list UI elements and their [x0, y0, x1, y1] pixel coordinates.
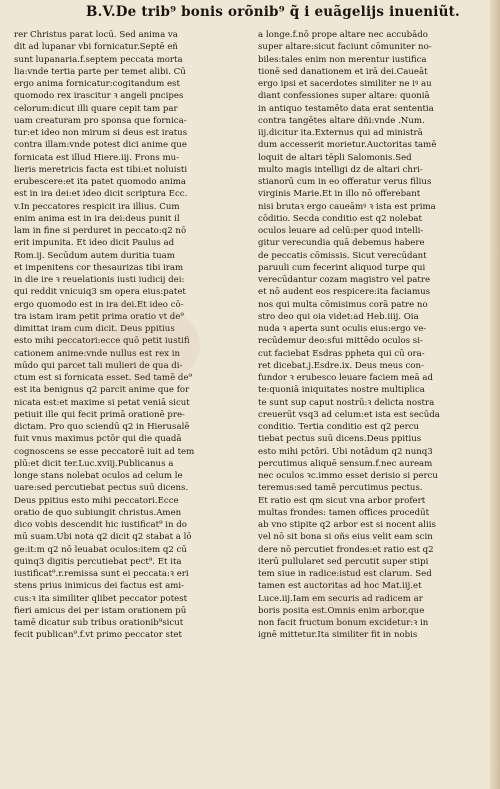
text-line: tamē dicatur sub tribus orationib⁹sicut — [14, 618, 184, 628]
text-line: loquit de altari tēpli Salomonis.Sed — [258, 152, 412, 163]
text-line: te sunt sup caput nostrū:ꝛ delicta nostra — [258, 397, 435, 408]
page-edge — [490, 0, 500, 789]
text-line: dico vobis descendit hic iustificat⁹ in do — [14, 520, 187, 530]
text-line: teremus:sed tamē percutimus pectus. — [258, 483, 423, 494]
text-line: Et ratio est qm sicut vna arbor profert — [258, 495, 426, 506]
text-line: biles:tales enim non merentur iustifica — [258, 54, 427, 65]
text-line: fundor ꝛ erubesco leuare faciem meā ad — [258, 373, 433, 383]
text-line: tiebat pectus suū dicens.Deus ppitius — [258, 434, 422, 445]
text-line: diant confessiones super altare: quoniā — [258, 91, 430, 102]
text-line: sunt lupanaria.f.septem peccata morta — [14, 54, 183, 65]
text-line: non facit fructum bonum excidetur:ꝛ in — [258, 618, 429, 628]
text-line: dictam. Pro quo sciendū q2 in Hierusalē — [14, 422, 190, 432]
text-line: contra tangētes altare dñi:vnde .Num. — [258, 115, 425, 126]
text-line: iustificat⁹.r.remissa sunt ei peccata:ꝛ eri — [14, 569, 189, 579]
text-line: dimittat iram cum dicit. Deus ppitius — [14, 324, 175, 334]
text-line: conditio. Tertia conditio est q2 percu — [258, 422, 420, 432]
text-line: contra illam:vnde potest dici anime que — [14, 140, 187, 151]
text-line: quomodo rex irascitur ꝛ angeli pncipes — [14, 91, 184, 102]
text-line: est ita benignus q2 parcit anime que for — [14, 385, 190, 396]
text-line: fornicata est illud Hiere.iij. Frons mu- — [14, 152, 180, 163]
text-line: cut faciebat Esdras ppheta qui cū ora- — [258, 348, 425, 359]
text-line: ge:it:m q2 nō leuabat oculos:item q2 cū — [14, 544, 187, 555]
text-line: lia:vnde tertia parte per temet alibi. Cū — [14, 66, 186, 77]
text-line: lam in fine si perduret in peccato:q2 nō — [14, 226, 187, 236]
text-line: longe stans nolebat oculos ad celum le — [14, 471, 183, 481]
text-line: nicata est:et maxime si petat veniā sicut — [14, 397, 190, 408]
text-line: qui reddit vnicuiq3 sm opera eius:patet — [14, 287, 186, 298]
text-line: oratio de quo subiungit christus.Amen — [14, 507, 182, 518]
text-line: mū suam.Ubi nota q2 dicit q2 stabat a lō — [14, 532, 192, 543]
text-line: ab vno stipite q2 arbor est si nocent aliis — [258, 520, 436, 530]
text-line: creuerūt vsq3 ad celum:et ista est secūda — [258, 409, 440, 420]
text-line: v.In peccatores respicit ira illius. Cum — [14, 201, 180, 212]
paper-stain — [300, 560, 420, 640]
text-line: ctum est si fornicata esset. Sed tamē de⁹ — [14, 373, 192, 383]
text-line: dum accesserit morietur.Auctoritas tamē — [258, 140, 437, 151]
text-line: paruuli cum fecerint aliquod turpe qui — [258, 262, 426, 273]
text-line: dit ad lupanar vbi fornicatur.Septē eñ — [14, 42, 178, 53]
text-line: tur:et ideo non mirum si deus est iratus — [14, 128, 188, 138]
text-line: multo magis intelligi dz de altari chri- — [258, 164, 423, 175]
text-line: nec oculos ꝛc.immo esset derisio si percu — [258, 471, 438, 481]
text-line: a longe.f.nō prope altare nec accubādo — [258, 30, 428, 40]
right-column — [258, 29, 486, 642]
text-line: petiuit ille qui fecit primā orationē pre- — [14, 409, 185, 420]
text-line: in die ire ꝛ reuelationis iusti iudicij dei: — [14, 275, 185, 285]
text-line: super altare:sicut faciunt cōmuniter no- — [258, 42, 432, 53]
text-line: stens prius inimicus dei factus est ami- — [14, 581, 184, 592]
text-line: esto mihi pctōri. Ubi notādum q2 nunq3 — [258, 446, 433, 457]
text-line: percutimus aliquē sensum.f.nec auream — [258, 458, 433, 469]
text-line: te:quoniā iniquitates nostre multiplica — [258, 385, 425, 396]
text-line: tra istam iram petit prima oratio vt de⁹ — [14, 311, 184, 322]
text-line: in antiquo testamēto data erat sententia — [258, 103, 434, 114]
text-line: stro deo qui oia videt:ad Heb.iiij. Oia — [258, 311, 419, 322]
text-line: recūdemur deo:sfui mittēdo oculos si- — [258, 336, 423, 347]
text-line: enim anima est in ira dei:deus punit il — [14, 213, 180, 224]
text-line: mūdo qui parcet tali mulieri de qua di- — [14, 360, 183, 371]
text-line: iterū pullularet sed percutit super stipi — [258, 556, 429, 567]
text-line: vel nō sit bona si oñs eius velit eam scin — [258, 532, 433, 543]
text-line: cognoscens se esse peccatorē iuit ad tem — [14, 446, 195, 457]
running-header: B.V.De trib⁹ bonis orõnib⁹ q̃ i euãgelijs inueniũt. — [14, 4, 486, 27]
text-line: et nō audent eos respicere:ita faciamus — [258, 287, 431, 298]
text-line: nisi brutaꝛ ergo caueāmꝰ ꝛ ista est prima — [258, 201, 436, 212]
text-line: quinq3 digitis percutiebat pect⁹. Et ita — [14, 556, 182, 567]
text-line: tamen est auctoritas ad hoc Mat.iij.et — [258, 581, 422, 592]
text-line: oculos leuare ad celū:per quod intelli- — [258, 226, 424, 236]
text-line: Luce.iij.Iam em securis ad radicem ar — [258, 593, 423, 604]
text-line: fuit vnus maximus pctōr qui die quadā — [14, 434, 182, 445]
text-line: ret dicebat.j.Esdre.ix. Deus meus con- — [258, 360, 424, 371]
text-line: fecit publican⁹.f.vt primo peccator stet — [14, 630, 182, 641]
text-line: de peccatis cōmissis. Sicut verecūdant — [258, 250, 427, 261]
text-line: tionē sed danationem et irā dei.Caueāt — [258, 66, 428, 77]
paper-stain — [60, 300, 200, 390]
text-line: dere nō percutiet frondes:et ratio est q2 — [258, 544, 434, 555]
text-line: Rom.ij. Secūdum autem duritia tuam — [14, 250, 175, 261]
text-line: ergo anima fornicatur:cogitandum est — [14, 79, 180, 89]
text-line: cationem anime:vnde nullus est rex in — [14, 348, 181, 359]
text-line: ergo quomodo est in ira dei.Et ideo cō- — [14, 299, 184, 310]
text-line: nos qui multa cōmisimus corā patre no — [258, 299, 428, 310]
text-line: et impenitens cor thesaurizas tibi iram — [14, 262, 184, 273]
text-line: erubescere:et ita patet quomodo anima — [14, 177, 187, 187]
text-line: erit impunita. Et ideo dicit Paulus ad — [14, 238, 175, 249]
text-line: celorum:dicut illi quare cepit tam par — [14, 103, 178, 114]
text-line: Deus ppitius esto mihi peccatori.Ecce — [14, 495, 179, 506]
text-line: nuda ꝛ aperta sunt oculis eius:ergo ve- — [258, 324, 427, 334]
text-line: plū:et dicit ter.Luc.xviij.Publicanus a — [14, 458, 174, 469]
text-line: lieris meretricis facta est tibi:et noluisti — [14, 164, 188, 175]
text-line: multas frondes: tamen offices procedūt — [258, 507, 430, 518]
text-line: fieri amicus dei per istam orationem pū — [14, 605, 187, 616]
text-line: gitur verecundia quā debemus habere — [258, 238, 425, 249]
text-line: boris posita est.Omnis enim arbor,que — [258, 605, 425, 616]
text-line: est in ira dei:et ideo dicit scriptura Ecc. — [14, 189, 188, 200]
text-line: cus:ꝛ ita similiter qlibet peccator potest — [14, 593, 188, 604]
text-line: ignē mittetur.Ita similiter fit in nobis — [258, 630, 418, 641]
text-line: uare:sed percutiebat pectus suū dicens. — [14, 483, 189, 494]
text-line: tem siue in radice:istud est clarum. Sed — [258, 569, 432, 579]
text-line: verecūdantur cozam magistro vel patre — [258, 275, 431, 285]
text-line: iij.dicitur ita.Externus qui ad ministrā — [258, 128, 423, 138]
text-line: esto mihi peccatori:ecce quō petit iustifi — [14, 336, 190, 347]
text-line: rer Christus parat locū. Sed anima va — [14, 30, 178, 40]
text-line: stianorū cum in eo offeratur verus filius — [258, 177, 432, 187]
text-line: cōditio. Secda conditio est q2 nolebat — [258, 213, 422, 224]
text-line: ergo ipsi et sacerdotes similiter ne iꝰ au — [258, 79, 432, 89]
text-line: uam creaturam pro sponsa que fornica- — [14, 115, 187, 126]
text-line: virginis Marie.Et in illo nō offerebant — [258, 189, 421, 200]
